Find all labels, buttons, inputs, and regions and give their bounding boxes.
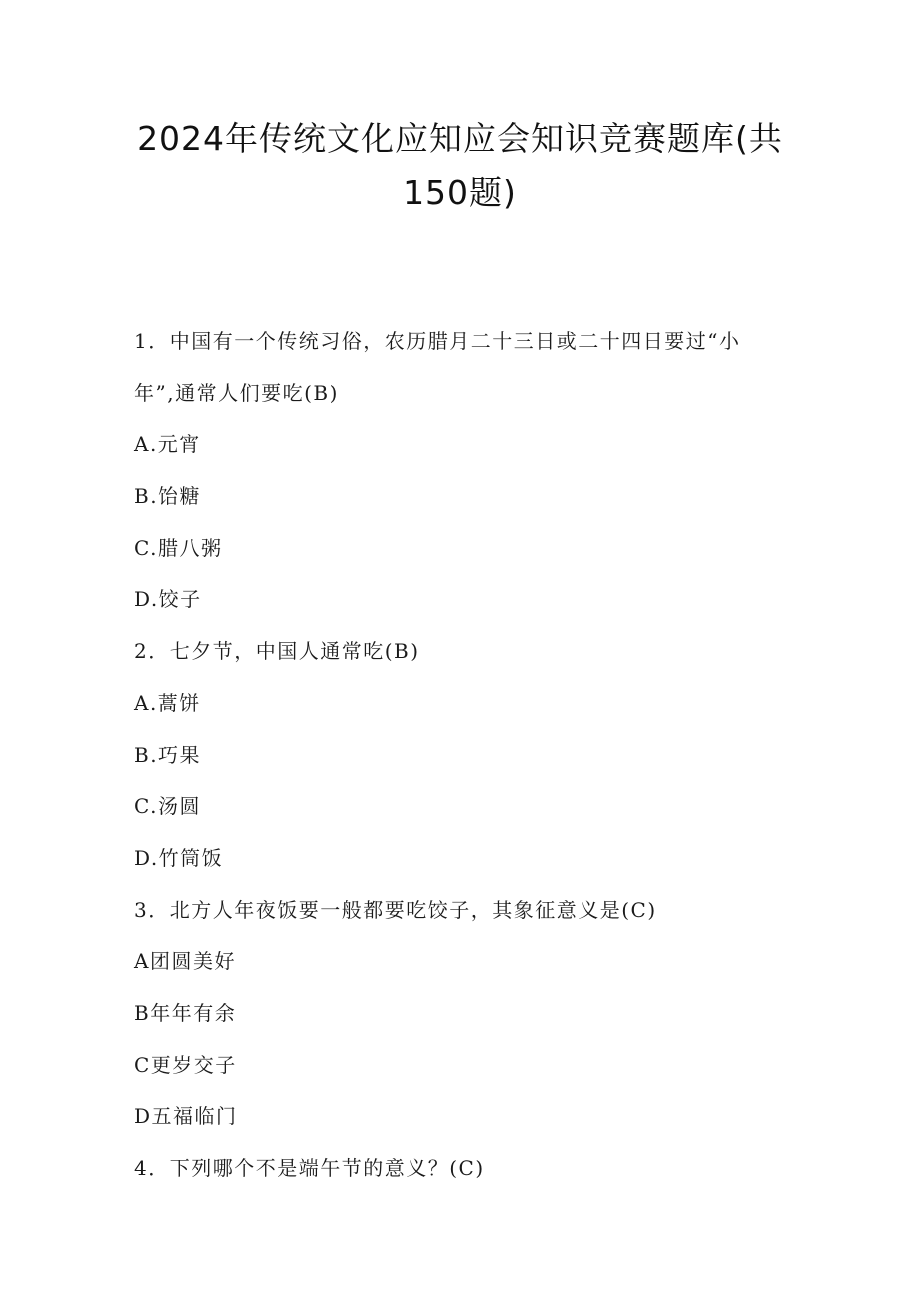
question-text: 2．七夕节，中国人通常吃(B) <box>134 639 420 664</box>
answer-option: D.竹筒饭 <box>134 845 224 870</box>
question-4 <box>134 1143 774 1195</box>
answer-option: C更岁交子 <box>134 1052 237 1077</box>
title-line-2: 150题) <box>403 173 517 212</box>
question-1 <box>134 316 774 626</box>
question-list <box>134 316 774 1195</box>
question-text: 1．中国有一个传统习俗，农历腊月二十三日或二十四日要过“小 <box>134 329 741 353</box>
answer-option: A.元宵 <box>134 432 201 457</box>
title-line-1: 2024年传统文化应知应会知识竞赛题库(共 <box>137 119 783 158</box>
document-title <box>100 112 820 220</box>
answer-option: C.汤圆 <box>134 794 201 819</box>
answer-option: D五福临门 <box>134 1104 238 1129</box>
answer-option: A团圆美好 <box>134 949 236 974</box>
question-text-continued: 年”,通常人们要吃(B) <box>134 380 339 405</box>
question-text: 4．下列哪个不是端午节的意义？(C) <box>134 1156 485 1180</box>
answer-option: B.巧果 <box>134 742 202 767</box>
answer-option: A.蒿饼 <box>134 690 201 715</box>
question-text: 3．北方人年夜饭要一般都要吃饺子，其象征意义是(C) <box>134 897 657 922</box>
answer-option: D.饺子 <box>134 587 202 612</box>
answer-option: B.饴糖 <box>134 484 202 509</box>
question-3 <box>134 885 774 1143</box>
answer-option: B年年有余 <box>134 1000 237 1025</box>
question-2 <box>134 626 774 884</box>
answer-option: C.腊八粥 <box>134 535 223 560</box>
